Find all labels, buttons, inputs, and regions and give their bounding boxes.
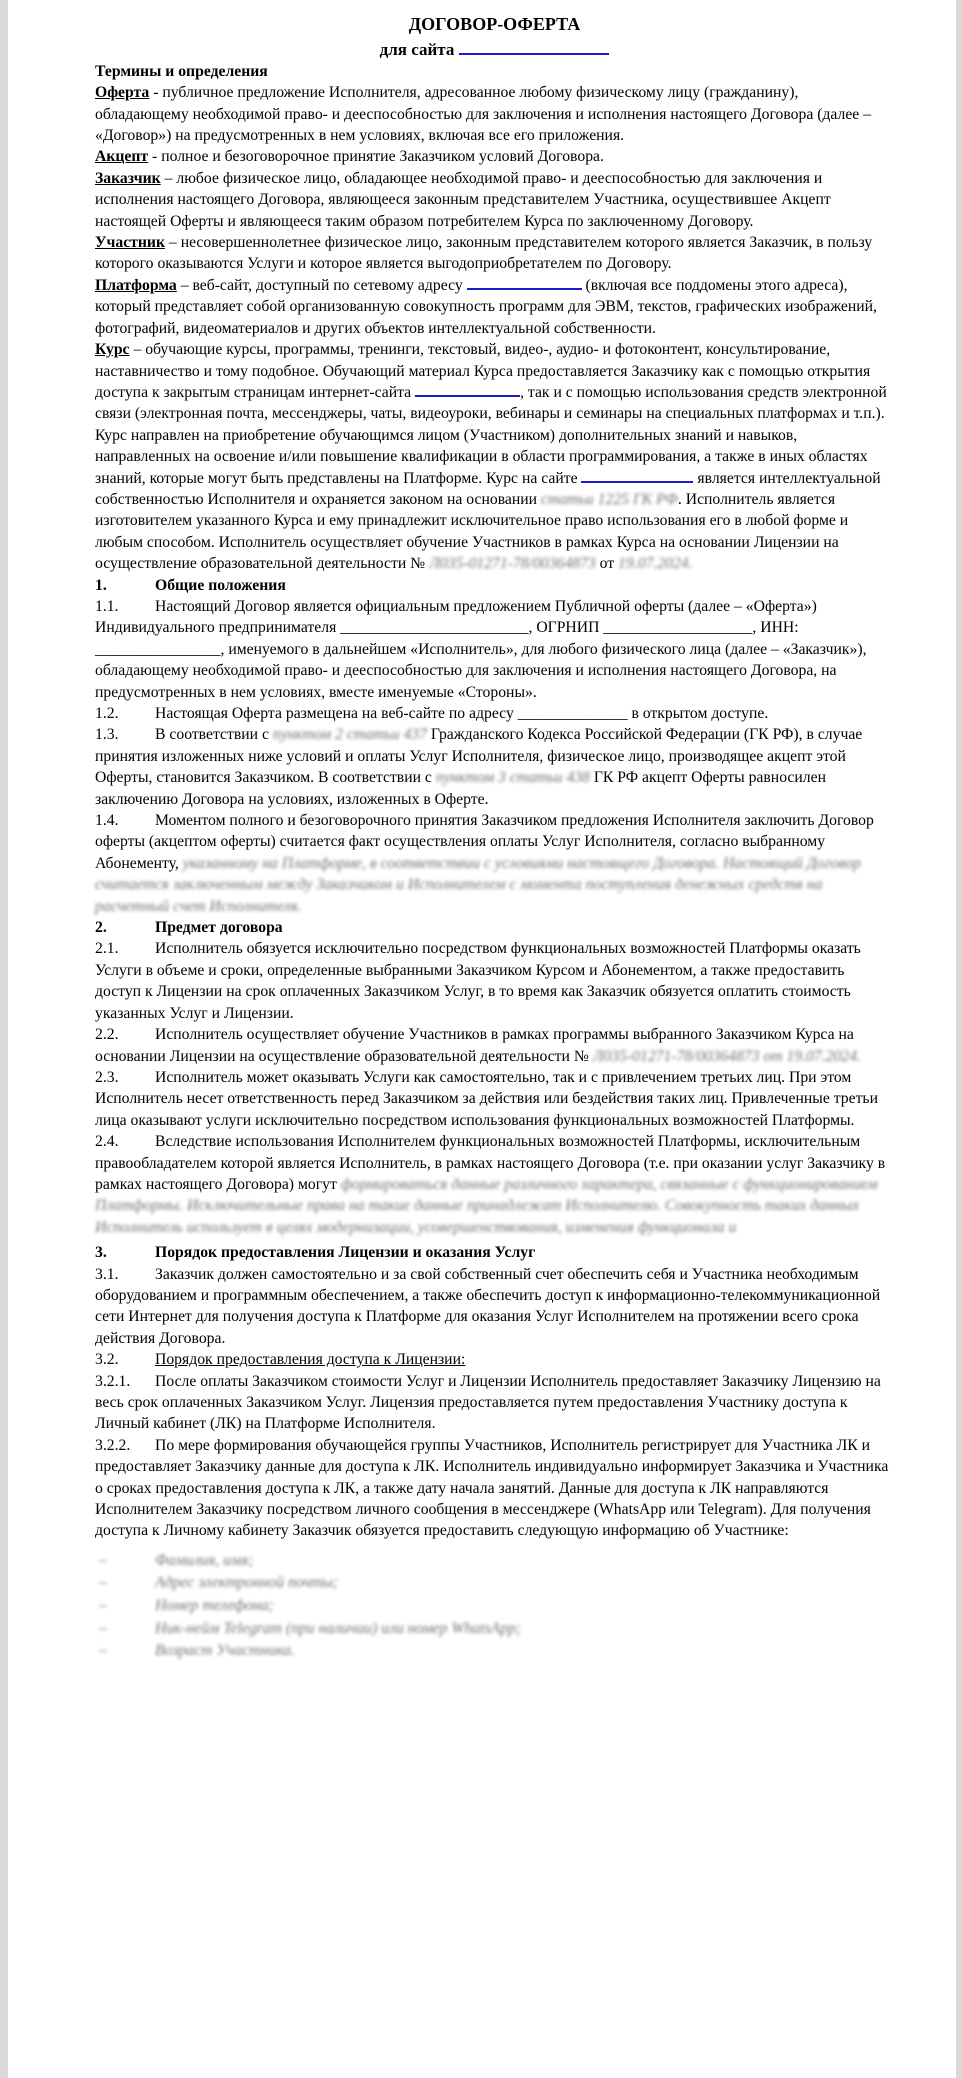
text-segment: Заказчик (95, 169, 161, 187)
text-segment: ГК РФ акцепт Оферты равносилен заключению Договора на условиях, изложенных в Оферте. (95, 769, 826, 808)
redacted-text: Л035-01271-78/00364873 от 19.07.2024. (592, 1047, 861, 1065)
definition-platforma (95, 275, 894, 339)
clause-number: 3.2. (95, 1351, 119, 1369)
viewer-right-gutter (956, 0, 962, 2078)
text-segment: Платформа (95, 276, 177, 294)
text-segment: После оплаты Заказчиком стоимости Услуг и Лицензии Исполнитель предоставляет Заказчику Лицензию на весь срок оплаченных Заказчиком Услуг. Лицензия предоставляется путем предоставления Участнику доступа к Личный кабинет (ЛК) на Платформе Исполнителя. (95, 1372, 881, 1433)
text-segment: Настоящий Договор является официальным предложением Публичной оферты (далее – «Оферта») Индивидуального предпринимателя (95, 597, 817, 637)
blank-underline-field (415, 382, 520, 397)
clause-3-2 (95, 1349, 894, 1370)
text-segment: , ИНН: (752, 619, 799, 637)
clause-1-4 (95, 810, 894, 917)
text-segment: ________________________ (340, 619, 529, 637)
clause-number: 2.2. (95, 1026, 119, 1044)
clause-2-4 (95, 1131, 894, 1238)
clause-text (95, 1069, 878, 1129)
definition-akcept (95, 146, 894, 167)
redacted-text: статьи 438 (505, 769, 590, 787)
clause-text (95, 1373, 881, 1433)
list-item (95, 1595, 894, 1618)
text-segment: - публичное предложение Исполнителя, адресованное любому физическому лицу (гражданину), обладающему необходимой право- и дееспособностью для заключения и исполнения настоящего Договора (далее – «Договор») на предусмотренных в нем условиях, включая все его приложения. (95, 84, 872, 145)
text-segment: Исполнитель осуществляет обучение Участников в рамках программы выбранного Заказчиком Курса на основании Лицензии на осуществление образовательной деятельности № (95, 1026, 854, 1065)
text-segment: Вследствие использования Исполнителем функциональных возможностей Платформы, исключительным правообладателем которой является Исполнитель, в рамках настоящего Договора (т.е. при оказании услуг Заказчику в рамках настоящего Договора) могут (95, 1133, 886, 1193)
text-segment: , так и с помощью использования средств электронной связи (электронная почта, мессенджеры, чаты, видеоуроки, вебинары и семинары на специальных платформах и т.п.). Курс направлен на приобретение обучающимся лицом (Участником) дополнительных знаний и навыков, направленных на освоение и/или повышение квалификации в области программирования, а также в иных областях знаний, которые могут быть представлены на Платформе. Курс на сайте (95, 383, 887, 487)
clause-number: 2.4. (95, 1133, 119, 1151)
redacted-text: 19.07.2024. (618, 555, 693, 573)
text-segment: (включая все поддомены этого адреса), который представляет собой организованную совокупность программ для ЭВМ, текстов, графических изображений, фотографий, видеоматериалов и других объектов интеллектуальной собственности. (95, 276, 877, 337)
blank-underline-field (581, 468, 693, 483)
text-segment: – веб-сайт, доступный по сетевому адресу (176, 276, 467, 294)
clause-text (95, 812, 874, 915)
clause-text (95, 940, 861, 1021)
definition-oferta (95, 82, 894, 146)
clause-3-2-2 (95, 1435, 894, 1542)
text-segment: – несовершеннолетнее физическое лицо, законным представителем которого является Заказчик, в пользу которого оказываются Услуги и которое является выгодоприобретателем по Договору. (95, 234, 873, 273)
document-page (8, 0, 956, 2078)
list-item (95, 1618, 894, 1641)
text-segment: является интеллектуальной собственностью Исполнителя и охраняется законом на основании (95, 469, 881, 508)
dash-bullet: – (99, 1574, 107, 1592)
clause-1-2 (95, 703, 894, 724)
redacted-text: Фамилия, имя; (155, 1551, 254, 1569)
section-title: Общие положения (155, 576, 286, 594)
viewer-left-gutter (0, 0, 8, 2078)
text-segment: в открытом доступе. (627, 705, 769, 722)
redacted-text: статьи 1225 ГК РФ (541, 490, 678, 508)
clause-text (95, 598, 867, 701)
site-url-blank-field (459, 40, 609, 55)
dash-bullet: – (99, 1642, 107, 1660)
blank-underline-field (467, 275, 582, 290)
text-segment: Настоящая Оферта размещена на веб-сайте по адресу (155, 705, 518, 722)
section-number: 3. (95, 1244, 107, 1262)
clause-number: 3.1. (95, 1265, 119, 1283)
definition-kurs (95, 339, 894, 574)
clause-3-2-1 (95, 1371, 894, 1435)
redacted-text: Адрес электронной почты; (155, 1574, 338, 1592)
document-title: ДОГОВОР-ОФЕРТА (408, 14, 581, 34)
clause-text (155, 1351, 465, 1368)
text-segment: , ОГРНИП (528, 619, 604, 637)
clause-text (95, 1133, 885, 1236)
section-2-heading (95, 917, 894, 938)
redacted-text: Номер телефона; (155, 1597, 274, 1615)
clause-number: 1.2. (95, 705, 119, 722)
clause-number: 1.1. (95, 597, 119, 615)
clause-1-3 (95, 724, 894, 810)
section-1-heading (95, 575, 894, 596)
redacted-text: Возраст Участника. (155, 1642, 295, 1660)
redacted-text: пунктом 2 статьи 437 (272, 726, 427, 744)
redacted-text: формироваться данные различного характера, связанные с функционированием Платформы. Исключительные права на такие данные принадлежат Исполнителю. Совокупность таких данных Исполнитель использует в целях модернизации, усовершенствования, изменения функционала и (95, 1175, 878, 1236)
dash-bullet: – (99, 1619, 107, 1637)
section-3-heading (95, 1242, 894, 1263)
clause-number: 1.4. (95, 812, 119, 830)
text-segment: Моментом полного и безоговорочного принятия Заказчиком предложения Исполнителя заключить Договор оферты (акцептом оферты) считается факт осуществления оплаты Услуг Исполнителя, согласно выбранному Абонементу, (95, 812, 874, 872)
section-title: Порядок предоставления Лицензии и оказания Услуг (155, 1244, 536, 1262)
clause-text (95, 726, 862, 807)
text-segment: ______________ (517, 705, 628, 722)
text-segment: Гражданского Кодекса Российской Федерации (ГК РФ), в случае принятия изложенных ниже условий и оплаты Услуг Исполнителя, физическое лицо, производящее акцепт этой Оферты, становится Заказчиком. В соответствии с (95, 726, 863, 787)
clause-text (95, 1266, 880, 1347)
list-item (95, 1550, 894, 1573)
text-segment: - полное и безоговорочное принятие Заказчиком условий Договора. (148, 148, 604, 166)
list-item (95, 1640, 894, 1663)
text-segment: Курс (95, 341, 130, 359)
definition-uchastnik (95, 232, 894, 275)
subtitle-text: для сайта (379, 40, 455, 60)
text-segment: . Исполнитель является изготовителем указанного Курса и ему принадлежит исключительное право использования его в любой форме и любым способом. Исполнитель осуществляет обучение Участников в рамках Курса на основании Лицензии на осуществление образовательной деятельности № (95, 490, 849, 573)
redacted-text: Ник-нейм Telegram (при наличии) или номер WhatsApp; (155, 1619, 522, 1637)
clause-2-2 (95, 1024, 894, 1067)
text-segment: от (595, 555, 619, 573)
clause-text (155, 705, 768, 722)
list-item (95, 1572, 894, 1595)
dash-bullet: – (99, 1597, 107, 1615)
text-segment: Порядок предоставления доступа к Лицензии: (155, 1351, 466, 1369)
text-segment: Исполнитель обязуется исключительно посредством функциональных возможностей Платформы оказать Услуги в объеме и сроки, определенные выбранными Заказчиком Курсом и Абонементом, а также предоставить доступ к Лицензии на срок оплаченных Заказчиком Услуг, в то время как Заказчик обязуется оплатить стоимость указанных Услуг и Лицензии. (95, 940, 861, 1022)
text-segment: Акцепт (95, 148, 149, 166)
terms-heading: Термины и определения (95, 62, 268, 80)
text-segment: – обучающие курсы, программы, тренинги, текстовый, видео-, аудио- и фотоконтент, консультирование, наставничество и тому подобное. Обучающий материал Курса предоставляется Заказчику как с помощью открытия доступа к закрытым страницам интернет-сайта (95, 341, 871, 401)
document-subtitle (95, 39, 894, 60)
redacted-text: пунктом 3 (435, 769, 506, 787)
clause-number: 3.2.2. (95, 1436, 131, 1454)
section-number: 2. (95, 919, 107, 937)
text-segment: ___________________ (603, 619, 753, 637)
clause-number: 2.3. (95, 1068, 119, 1086)
clause-2-3 (95, 1067, 894, 1131)
text-segment: ________________ (95, 640, 221, 658)
text-segment: Заказчик должен самостоятельно и за свой собственный счет обеспечить себя и Участника необходимым оборудованием и программным обеспечением, а также обеспечить доступ к информационно-телекоммуникационной сети Интернет для получения доступа к Платформе для оказания Услуг Исполнителем на протяжении всего срока действия Договора. (95, 1265, 881, 1347)
participant-info-list (95, 1550, 894, 1663)
text-segment: Оферта (95, 84, 150, 102)
text-segment: Исполнитель может оказывать Услуги как самостоятельно, так и с привлечением третьих лиц. При этом Исполнитель несет ответственность перед Заказчиком за действия или бездействия таких лиц. Привлеченные третьи лица оказывают услуги исключительно посредством использования функциональных возможностей Платформы. (95, 1068, 878, 1129)
section-number: 1. (95, 576, 107, 594)
text-segment: По мере формирования обучающейся группы Участников, Исполнитель регистрирует для Участника ЛК и предоставляет Заказчику данные для доступа к ЛК. Исполнитель индивидуально информирует Заказчика и Участника о сроках предоставления доступа к ЛК, а также дату начала занятий. Данные для доступа к ЛК направляются Исполнителем Заказчику посредством личного сообщения в мессенджере (WhatsApp или Telegram). Для получения доступа к Личному кабинету Заказчик обязуется предоставить следующую информацию об Участнике: (95, 1436, 889, 1540)
text-segment: , именуемого в дальнейшем «Исполнитель», для любого физического лица (далее – «Заказчик»), обладающему необходимой право- и дееспособностью для заключения и исполнения настоящего Договора, на предусмотренных в нем условиях, вместе именуемые «Стороны». (95, 640, 867, 701)
redacted-text: Л035-01271-78/00364873 (429, 555, 596, 573)
clause-text (95, 1026, 861, 1064)
clause-number: 1.3. (95, 726, 119, 744)
clause-text (95, 1437, 888, 1540)
clause-3-1 (95, 1264, 894, 1350)
clause-number: 3.2.1. (95, 1372, 131, 1390)
section-title: Предмет договора (155, 919, 283, 937)
text-segment: В соответствии с (155, 726, 273, 744)
clause-2-1 (95, 938, 894, 1024)
clause-1-1 (95, 596, 894, 703)
clause-number: 2.1. (95, 940, 119, 958)
dash-bullet: – (99, 1551, 107, 1569)
redacted-text: указанному на Платформе, в соответствии с условиями настоящего Договора. Настоящий Договор считается заключенным между Заказчиком и Исполнителем с момента поступления денежных средств на расчетный счет Исполнителя. (95, 854, 861, 915)
text-segment: – любое физическое лицо, обладающее необходимой право- и дееспособностью для заключения и исполнения настоящего Договора, являющееся законным представителем Участника, осуществившее Акцепт настоящей Оферты и являющееся таким образом потребителем Курса по заключенному Договору. (95, 169, 831, 230)
text-segment: Участник (95, 234, 165, 252)
definition-zakazchik (95, 168, 894, 232)
